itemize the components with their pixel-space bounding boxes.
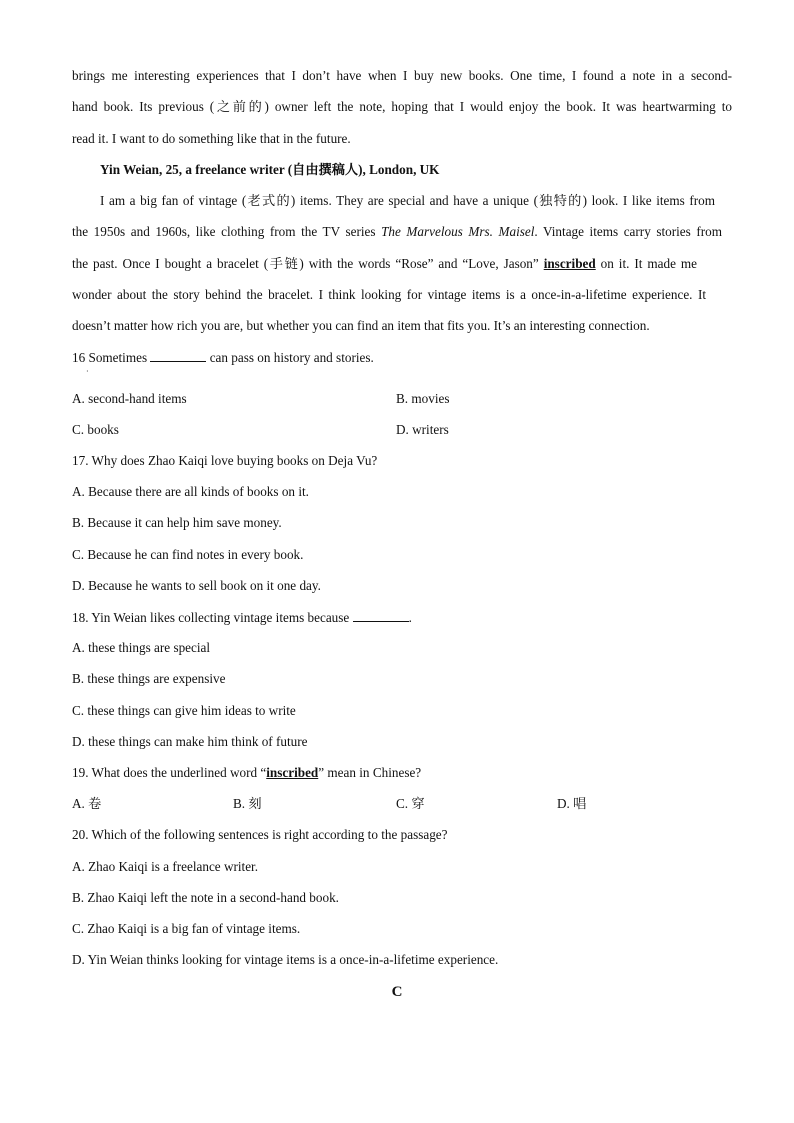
answer-blank	[353, 609, 409, 622]
stray-dot: ·	[86, 367, 89, 376]
q16-option-d: D. writers	[396, 422, 449, 437]
tv-series-title: The Marvelous Mrs. Maisel	[381, 224, 535, 239]
q19-option-a: A. 卷	[72, 796, 102, 811]
question-text: 18. Yin Weian likes collecting vintage items because	[72, 610, 353, 625]
question-text: .	[408, 610, 412, 625]
question-20-stem: 20. Which of the following sentences is right according to the passage?	[72, 827, 448, 842]
q16-option-a: A. second-hand items	[72, 391, 187, 406]
q20-option-d: D. Yin Weian thinks looking for vintage items is a once-in-a-lifetime experience.	[72, 952, 499, 967]
section-label: C	[391, 984, 403, 1000]
question-text: can pass on history and stories.	[206, 350, 374, 365]
passage-text: . Vintage items carry stories from	[534, 224, 722, 239]
q17-option-b: B. Because it can help him save money.	[72, 515, 282, 530]
q16-option-b: B. movies	[396, 391, 450, 406]
passage-line: doesn’t matter how rich you are, but whether you can find an item that fits you. It’s an interesting connection.	[72, 318, 650, 333]
passage-line: hand book. Its previous (之前的) owner left the note, hoping that I would enjoy the book. It was heartwarming to	[72, 99, 732, 114]
question-text: 16 Sometimes	[72, 350, 151, 365]
q17-option-c: C. Because he can find notes in every book.	[72, 547, 304, 562]
question-17-stem: 17. Why does Zhao Kaiqi love buying books on Deja Vu?	[72, 453, 378, 468]
passage-line: I am a big fan of vintage (老式的) items. They are special and have a unique (独特的) look. I like items from	[100, 193, 715, 208]
question-16-stem	[72, 349, 732, 366]
q16-option-c: C. books	[72, 422, 119, 437]
q17-option-a: A. Because there are all kinds of books on it.	[72, 484, 309, 499]
section-heading: Yin Weian, 25, a freelance writer (自由撰稿人), London, UK	[100, 162, 440, 177]
q18-option-c: C. these things can give him ideas to write	[72, 703, 296, 718]
q19-option-c: C. 穿	[396, 796, 425, 811]
q19-option-b: B. 刻	[233, 796, 262, 811]
q18-option-a: A. these things are special	[72, 640, 211, 655]
passage-line: wonder about the story behind the bracelet. I think looking for vintage items is a once-in-a-lifetime experience. It	[72, 287, 706, 302]
passage-text: the 1950s and 1960s, like clothing from the TV series	[72, 224, 382, 239]
question-18-stem	[72, 609, 732, 626]
passage-line: read it. I want to do something like that in the future.	[72, 131, 351, 146]
underlined-word: inscribed	[543, 256, 596, 271]
passage-text: the past. Once I bought a bracelet (手链) with the words “Rose” and “Love, Jason”	[72, 256, 544, 271]
q19-option-d: D. 唱	[557, 796, 587, 811]
q20-option-a: A. Zhao Kaiqi is a freelance writer.	[72, 859, 259, 874]
question-text: ” mean in Chinese?	[318, 765, 422, 780]
question-19-stem	[72, 765, 732, 781]
q20-option-c: C. Zhao Kaiqi is a big fan of vintage items.	[72, 921, 301, 936]
q18-option-b: B. these things are expensive	[72, 671, 226, 686]
q18-option-d: D. these things can make him think of future	[72, 734, 308, 749]
answer-blank	[150, 349, 206, 362]
underlined-word: inscribed	[266, 765, 319, 780]
q20-option-b: B. Zhao Kaiqi left the note in a second-hand book.	[72, 890, 339, 905]
q17-option-d: D. Because he wants to sell book on it one day.	[72, 578, 321, 593]
passage-text: on it. It made me	[595, 256, 697, 271]
passage-line: brings me interesting experiences that I don’t have when I buy new books. One time, I found a note in a second-	[72, 68, 732, 83]
question-text: 19. What does the underlined word “	[72, 765, 267, 780]
passage-line	[72, 256, 697, 272]
passage-line	[72, 224, 722, 240]
